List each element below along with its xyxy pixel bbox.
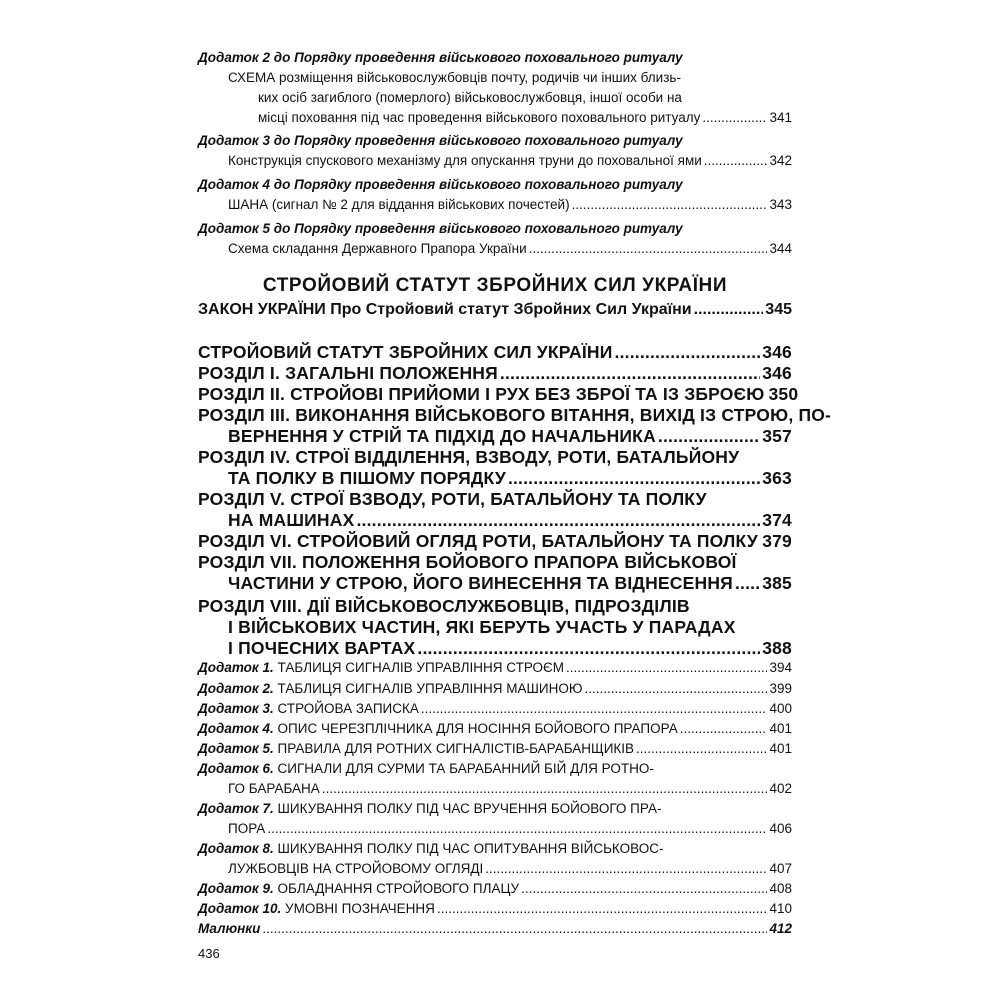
ritual-appendices [198,50,792,265]
page-ref: 343 [769,197,792,212]
toc-entry[interactable] [228,241,792,256]
appendix-label: Додаток 4. [198,721,274,736]
toc-entry-title: СИГНАЛИ ДЛЯ СУРМИ ТА БАРАБАННИЙ БІЙ ДЛЯ РОТНО- [277,761,654,776]
toc-entry-title: ПОРА [228,821,266,836]
appendix-heading: Додаток 4 до Порядку проведення військового поховального ритуалу [198,177,683,192]
page-ref: 345 [765,301,792,318]
dot-leader [437,901,768,916]
dot-leader [585,681,768,696]
dot-leader [680,721,768,736]
dot-leader [485,861,767,876]
appendix-text-line: Конструкція спускового механізму для опускання труни до поховальної ями [228,153,702,168]
toc-entry-title: ТАБЛИЦЯ СИГНАЛІВ УПРАВЛІННЯ СТРОЄМ [277,660,564,675]
dot-leader [702,110,767,125]
toc-entry[interactable] [198,681,792,696]
appendix-label: Додаток 6. [198,761,274,776]
toc-entry-title[interactable]: РОЗДІЛ III. ВИКОНАННЯ ВІЙСЬКОВОГО ВІТАННЯ, ВИХІД ІЗ СТРОЮ, ПО- [198,405,832,425]
toc-entry[interactable] [198,660,792,675]
appendix-heading: Додаток 3 до Порядку проведення військового поховального ритуалу [198,133,683,148]
toc-entry-title: І ПОЧЕСНИХ ВАРТАХ [228,638,416,658]
page-ref: 346 [762,342,792,362]
toc-entry-title[interactable]: РОЗДІЛ IV. СТРОЇ ВІДДІЛЕННЯ, ВЗВОДУ, РОТИ, БАТАЛЬЙОНУ [198,447,740,467]
toc-entry[interactable] [198,701,792,716]
appendix-text-line: ких осіб загиблого (померлого) військовослужбовця, іншої особи на [258,90,682,105]
toc-entry[interactable] [228,426,792,447]
dot-leader [356,510,760,531]
page-ref: 399 [769,681,792,696]
appendix-label: Додаток 1. [198,660,274,675]
appendix-text-line: ШАНА (сигнал № 2 для віддання військових почестей) [228,197,570,212]
toc-entry[interactable] [228,781,792,796]
page-ref: 402 [769,781,792,796]
toc-entry-title: ЧАСТИНИ У СТРОЮ, ЙОГО ВИНЕСЕННЯ ТА ВІДНЕСЕННЯ [228,573,733,593]
toc-entry[interactable] [228,468,792,489]
toc-entry[interactable] [198,761,792,776]
page-ref: 374 [762,510,792,530]
toc-entry[interactable] [228,197,792,212]
toc-entry-title: ЛУЖБОВЦІВ НА СТРОЙОВОМУ ОГЛЯДІ [228,861,484,876]
toc-entry-title[interactable]: РОЗДІЛ V. СТРОЇ ВЗВОДУ, РОТИ, БАТАЛЬЙОНУ ТА ПОЛКУ [198,489,707,509]
page-ref: 406 [769,821,792,836]
dot-leader [322,781,768,796]
toc-entry-title: РОЗДІЛ VI. СТРОЙОВИЙ ОГЛЯД РОТИ, БАТАЛЬЙОНУ ТА ПОЛКУ [198,531,758,551]
toc-entry-title[interactable]: РОЗДІЛ VII. ПОЛОЖЕННЯ БОЙОВОГО ПРАПОРА ВІЙСЬКОВОЇ [198,552,737,572]
section-title: СТРОЙОВИЙ СТАТУТ ЗБРОЙНИХ СИЛ УКРАЇНИ [262,275,728,296]
dot-leader [417,638,760,659]
toc-entry[interactable] [198,841,792,856]
toc-entry-title: ТА ПОЛКУ В ПІШОМУ ПОРЯДКУ [228,468,506,488]
toc-entry[interactable] [198,901,792,916]
page-ref: 401 [769,741,792,756]
page-ref: 350 [768,384,799,404]
toc-entry[interactable] [198,741,792,756]
toc-entry[interactable] [198,384,799,405]
page-number: 436 [198,946,220,961]
toc-entry-title: УМОВНІ ПОЗНАЧЕННЯ [285,901,435,916]
dot-leader [704,153,768,168]
toc-entry[interactable] [198,301,792,319]
dot-leader [421,701,768,716]
page-ref: 410 [769,901,792,916]
dot-leader [529,241,768,256]
appendix-text-line: Схема складання Державного Прапора України [228,241,527,256]
page-ref: 388 [762,638,792,658]
appendix-label: Малюнки [198,921,261,936]
chapter-list [198,342,832,662]
page-ref: 412 [769,921,792,936]
page-ref: 379 [762,531,792,551]
toc-entry[interactable] [198,342,792,363]
page-ref: 341 [769,110,792,125]
toc-entry[interactable] [228,861,792,876]
appendix-label: Додаток 5. [198,741,274,756]
toc-entry[interactable] [198,363,792,384]
page-ref: 408 [769,881,792,896]
toc-entry-title: ПРАВИЛА ДЛЯ РОТНИХ СИГНАЛІСТІВ-БАРАБАНЩИКІВ [277,741,635,756]
dot-leader [658,426,760,447]
toc-entry[interactable] [228,821,792,836]
toc-entry[interactable] [198,721,792,736]
page-ref: 394 [769,660,792,675]
toc-entry-title: ГО БАРАБАНА [228,781,320,796]
toc-entry[interactable] [198,801,792,816]
appendix-label: Додаток 8. [198,841,274,856]
appendix-text-line: місці поховання під час проведення військового поховального ритуалу [258,110,701,125]
page-ref: 346 [762,363,792,383]
appendix-label: Додаток 2. [198,681,274,696]
toc-entry-title: НА МАШИНАХ [228,510,355,530]
appendix-label: Додаток 7. [198,801,274,816]
toc-entry-title: ШИКУВАННЯ ПОЛКУ ПІД ЧАС ОПИТУВАННЯ ВІЙСЬКОВОС- [277,841,664,856]
appendix-text-line: СХЕМА розміщення військовослужбовців почту, родичів чи інших близь- [228,70,681,85]
toc-entry-title: ОПИС ЧЕРЕЗПЛІЧНИКА ДЛЯ НОСІННЯ БОЙОВОГО ПРАПОРА [277,721,678,736]
toc-entry-title: ВЕРНЕННЯ У СТРІЙ ТА ПІДХІД ДО НАЧАЛЬНИКА [228,426,656,446]
toc-entry-title: ШИКУВАННЯ ПОЛКУ ПІД ЧАС ВРУЧЕННЯ БОЙОВОГО ПРА- [277,801,662,816]
toc-entry[interactable] [258,110,792,125]
toc-entry-title: І ВІЙСЬКОВИХ ЧАСТИН, ЯКІ БЕРУТЬ УЧАСТЬ У ПАРАДАХ [228,617,736,637]
dot-leader [735,573,760,594]
appendix-label: Додаток 10. [198,901,282,916]
toc-entry-title: РОЗДІЛ II. СТРОЙОВІ ПРИЙОМИ І РУХ БЕЗ ЗБРОЇ ТА ІЗ ЗБРОЄЮ [198,384,765,404]
dot-leader [566,660,767,675]
page-ref: 400 [769,701,792,716]
page-ref: 357 [762,426,792,446]
dot-leader [694,301,764,319]
statute-appendices [198,660,792,935]
page-ref: 407 [769,861,792,876]
toc-entry[interactable] [198,881,792,896]
appendix-label: Додаток 3. [198,701,274,716]
dot-leader [508,468,760,489]
appendix-label: Додаток 9. [198,881,274,896]
toc-entry-title: ОБЛАДНАННЯ СТРОЙОВОГО ПЛАЦУ [277,881,520,896]
appendix-heading: Додаток 5 до Порядку проведення військового поховального ритуалу [198,221,683,236]
toc-entry[interactable] [198,531,792,552]
toc-entry[interactable] [228,510,792,531]
dot-leader [636,741,767,756]
toc-entry[interactable] [228,573,792,594]
toc-entry-title[interactable]: РОЗДІЛ VIII. ДІЇ ВІЙСЬКОВОСЛУЖБОВЦІВ, ПІДРОЗДІЛІВ [198,596,690,616]
toc-entry-title: РОЗДІЛ I. ЗАГАЛЬНІ ПОЛОЖЕННЯ [198,363,498,383]
toc-entry-title: СТРОЙОВА ЗАПИСКА [277,701,419,716]
dot-leader [521,881,767,896]
page-ref: 385 [762,573,792,593]
dot-leader [615,342,761,363]
page-ref: 342 [769,153,792,168]
dot-leader [572,197,768,212]
page-ref: 401 [769,721,792,736]
page-ref: 344 [769,241,792,256]
toc-entry[interactable] [228,638,792,659]
appendix-heading: Додаток 2 до Порядку проведення військового поховального ритуалу [198,50,683,65]
dot-leader [267,821,767,836]
dot-leader [500,363,760,384]
toc-entry-title: СТРОЙОВИЙ СТАТУТ ЗБРОЙНИХ СИЛ УКРАЇНИ [198,342,613,362]
toc-entry-title: ЗАКОН УКРАЇНИ Про Стройовий статут Збройних Сил України [198,301,692,318]
toc-entry-title: ТАБЛИЦЯ СИГНАЛІВ УПРАВЛІННЯ МАШИНОЮ [277,681,583,696]
toc-entry[interactable] [228,153,792,168]
dot-leader [262,921,767,936]
page-ref: 363 [762,468,792,488]
toc-entry[interactable] [198,921,792,936]
